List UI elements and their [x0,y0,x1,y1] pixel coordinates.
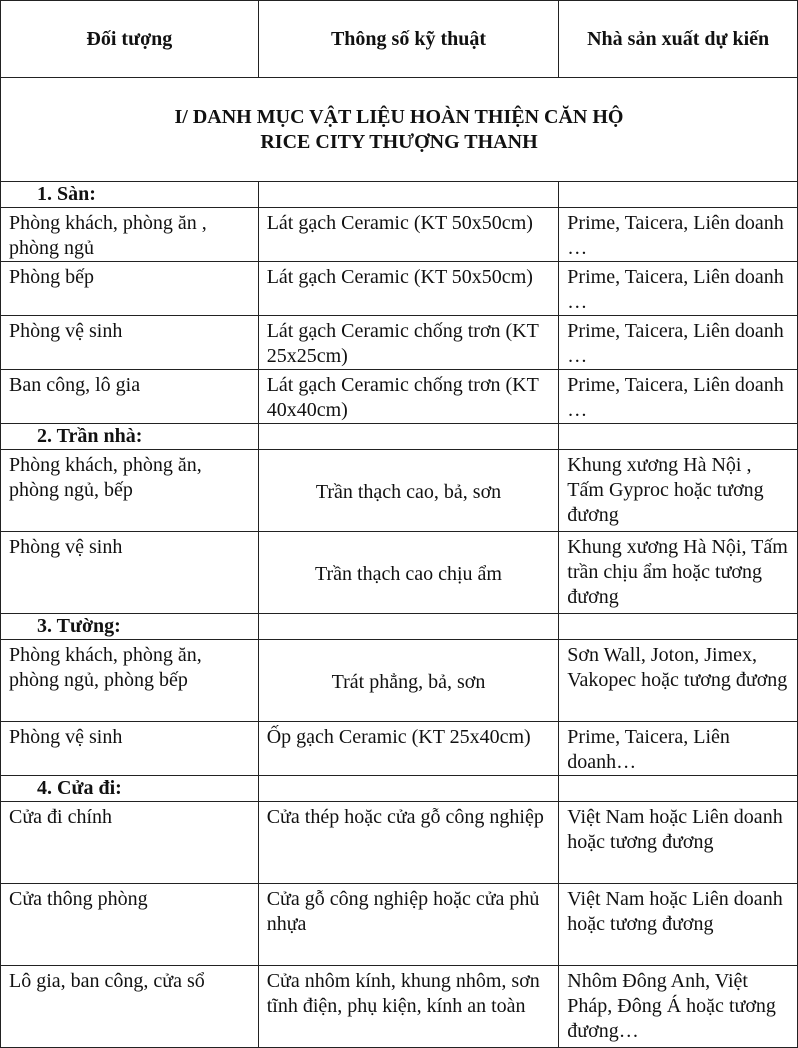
maker-cell: Prime, Taicera, Liên doanh … [559,208,798,262]
section-row-doors [1,776,798,802]
spec-cell: Lát gạch Ceramic chống trơn (KT 25x25cm) [258,316,559,370]
spec-cell: Trát phẳng, bả, sơn [258,640,559,722]
maker-cell: Prime, Taicera, Liên doanh … [559,370,798,424]
section-row-floor [1,182,798,208]
banner-row [1,78,798,182]
item-cell: Ban công, lô gia [1,370,259,424]
spec-cell: Trần thạch cao chịu ẩm [258,532,559,614]
header-row [1,1,798,78]
item-cell: Cửa đi chính [1,802,259,884]
item-cell: Phòng khách, phòng ăn, phòng ngủ, phòng bếp [1,640,259,722]
maker-cell: Khung xương Hà Nội , Tấm Gyproc hoặc tương đương [559,450,798,532]
spec-cell: Cửa thép hoặc cửa gỗ công nghiệp [258,802,559,884]
banner-line-1: I/ DANH MỤC VẬT LIỆU HOÀN THIỆN CĂN HỘ [174,105,624,128]
table-row [1,532,798,614]
item-cell: Phòng vệ sinh [1,722,259,776]
table-row [1,450,798,532]
table-row [1,802,798,884]
item-cell: Lô gia, ban công, cửa sổ [1,966,259,1048]
maker-cell: Prime, Taicera, Liên doanh… [559,722,798,776]
table-row [1,262,798,316]
spec-cell: Cửa nhôm kính, khung nhôm, sơn tĩnh điện, phụ kiện, kính an toàn [258,966,559,1048]
spec-cell: Lát gạch Ceramic chống trơn (KT 40x40cm) [258,370,559,424]
item-cell: Cửa thông phòng [1,884,259,966]
table-row [1,966,798,1048]
header-spec: Thông số kỹ thuật [258,1,559,78]
table-row [1,208,798,262]
maker-cell: Prime, Taicera, Liên doanh … [559,262,798,316]
maker-cell: Sơn Wall, Joton, Jimex, Vakopec hoặc tương đương [559,640,798,722]
maker-cell: Nhôm Đông Anh, Việt Pháp, Đông Á hoặc tương đương… [559,966,798,1048]
maker-cell: Việt Nam hoặc Liên doanh hoặc tương đương [559,802,798,884]
item-cell: Phòng vệ sinh [1,532,259,614]
table-row [1,640,798,722]
section-row-wall [1,614,798,640]
section-row-ceiling [1,424,798,450]
banner-title [1,78,798,182]
table-row [1,370,798,424]
spec-cell: Ốp gạch Ceramic (KT 25x40cm) [258,722,559,776]
banner-line-2: RICE CITY THƯỢNG THANH [260,130,538,153]
header-manufacturer: Nhà sản xuất dự kiến [559,1,798,78]
maker-cell: Việt Nam hoặc Liên doanh hoặc tương đương [559,884,798,966]
table-row [1,884,798,966]
maker-cell: Prime, Taicera, Liên doanh … [559,316,798,370]
item-cell: Phòng vệ sinh [1,316,259,370]
item-cell: Phòng khách, phòng ăn , phòng ngủ [1,208,259,262]
table-row [1,722,798,776]
spec-cell: Lát gạch Ceramic (KT 50x50cm) [258,208,559,262]
table-row [1,316,798,370]
spec-cell: Cửa gỗ công nghiệp hoặc cửa phủ nhựa [258,884,559,966]
section-title: 4. Cửa đi: [1,776,259,802]
spec-cell: Trần thạch cao, bả, sơn [258,450,559,532]
maker-cell: Khung xương Hà Nội, Tấm trần chịu ẩm hoặc tương đương [559,532,798,614]
section-title: 3. Tường: [1,614,259,640]
header-object: Đối tượng [1,1,259,78]
item-cell: Phòng khách, phòng ăn, phòng ngủ, bếp [1,450,259,532]
section-title: 2. Trần nhà: [1,424,259,450]
spec-cell: Lát gạch Ceramic (KT 50x50cm) [258,262,559,316]
item-cell: Phòng bếp [1,262,259,316]
section-title: 1. Sàn: [1,182,259,208]
